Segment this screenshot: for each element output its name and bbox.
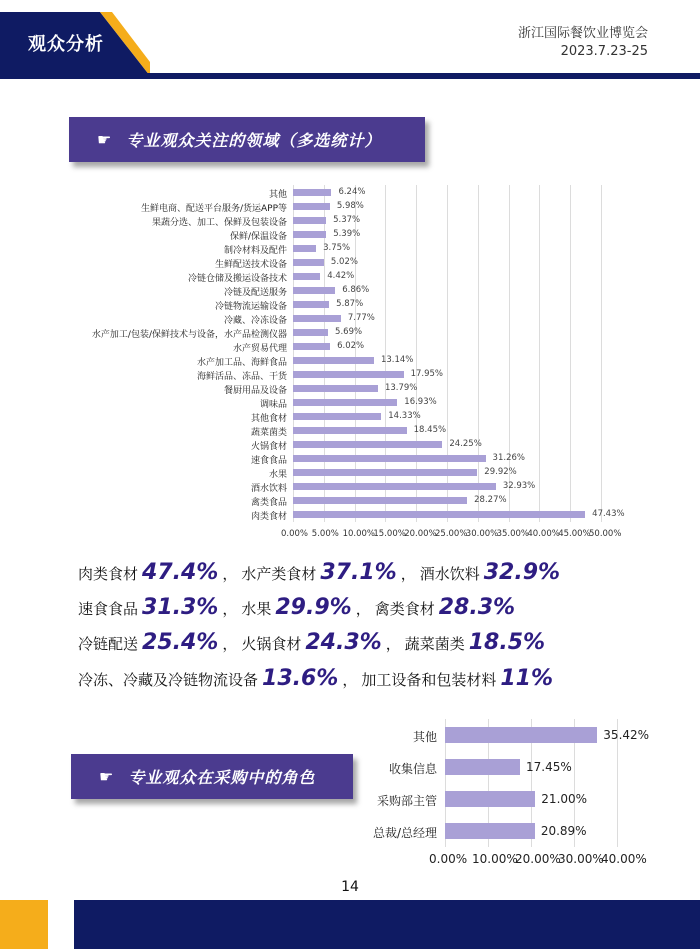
summary-value: 25.4%: [142, 630, 219, 655]
bar: [293, 483, 496, 490]
category-label: 速食食品: [250, 456, 287, 467]
summary-label: 酒水饮料: [419, 565, 480, 583]
summary-label: 蔬菜菌类: [404, 635, 465, 653]
gridline: [601, 185, 602, 522]
category-label: 酒水饮料: [250, 484, 287, 495]
bar: [293, 189, 331, 196]
bar: [445, 823, 535, 839]
category-label: 肉类食材: [250, 512, 287, 523]
summary-label: 速食食品: [78, 600, 139, 618]
data-label: 24.25%: [449, 439, 482, 450]
summary-label: 禽类食材: [374, 600, 435, 618]
category-label: 其他食材: [250, 414, 287, 425]
category-label: 总裁/总经理: [372, 826, 437, 840]
summary-separator: ，: [400, 565, 416, 583]
summary-value: 18.5%: [468, 630, 546, 655]
data-label: 6.24%: [338, 186, 366, 197]
summary-value: 32.9%: [483, 560, 561, 585]
summary-value: 13.6%: [262, 666, 339, 691]
data-label: 21.00%: [541, 792, 588, 806]
bar: [293, 231, 326, 238]
category-label: 采购部主管: [376, 794, 437, 808]
category-label: 蔬菜菌类: [250, 428, 287, 439]
bar: [293, 455, 486, 462]
bar: [293, 315, 341, 322]
pointing-hand-icon: ☛: [99, 767, 115, 786]
x-tick-label: 30.00%: [465, 529, 499, 539]
gridline: [539, 185, 540, 522]
data-label: 7.77%: [347, 312, 375, 323]
bar: [293, 441, 442, 448]
section-banner-role: [71, 754, 353, 799]
bar: [445, 759, 520, 775]
summary-value: 31.3%: [142, 595, 219, 620]
category-label: 保鲜/保温设备: [229, 231, 287, 242]
x-tick-label: 25.00%: [435, 529, 468, 539]
summary-separator: ，: [342, 671, 358, 689]
x-tick-label: 15.00%: [373, 529, 406, 539]
summary-separator: ，: [385, 635, 401, 653]
banner-title: 专业观众关注的领域（多选统计）: [126, 131, 382, 150]
summary-line-2: [78, 595, 515, 620]
x-tick-label: 40.00%: [527, 529, 560, 539]
x-tick-label: 5.00%: [311, 529, 339, 539]
category-label: 收集信息: [388, 762, 437, 776]
bar: [293, 469, 477, 476]
category-label: 生鲜电商、配送平台服务/货运APP等: [140, 203, 287, 214]
summary-value: 47.4%: [142, 560, 219, 585]
page-number: 14: [341, 879, 359, 895]
x-tick-label: 35.00%: [496, 529, 530, 539]
category-label: 制冷材料及配件: [223, 245, 287, 256]
x-tick-label: 40.00%: [601, 852, 647, 866]
x-tick-label: 0.00%: [429, 852, 468, 866]
x-tick-label: 50.00%: [589, 529, 622, 539]
summary-line-4: [78, 666, 553, 691]
bar: [293, 511, 585, 518]
data-label: 14.33%: [388, 411, 421, 422]
gridline: [570, 185, 571, 522]
data-label: 28.27%: [474, 495, 507, 506]
data-label: 32.93%: [502, 481, 536, 492]
bar: [445, 791, 535, 807]
category-label: 果蔬分选、加工、保鲜及包装设备: [151, 217, 287, 228]
category-label: 冷藏、冷冻设备: [223, 315, 287, 326]
bar: [293, 259, 324, 266]
banner-title: 专业观众在采购中的角色: [128, 768, 316, 787]
summary-label: 火锅食材: [241, 635, 302, 653]
data-label: 5.02%: [330, 256, 358, 267]
bar: [293, 343, 330, 350]
category-label: 水产加工/包装/保鲜技术与设备，水产品检测仪器: [91, 329, 287, 340]
category-label: 其他: [412, 730, 437, 744]
x-tick-label: 20.00%: [515, 852, 561, 866]
x-tick-label: 45.00%: [558, 529, 591, 539]
data-label: 18.45%: [413, 425, 447, 436]
data-label: 5.87%: [336, 298, 364, 309]
bar: [293, 385, 378, 392]
header-divider: [0, 73, 700, 79]
data-label: 5.37%: [333, 214, 361, 225]
pointing-hand-icon: ☛: [97, 130, 113, 149]
x-tick-label: 0.00%: [281, 529, 309, 539]
bar: [293, 413, 381, 420]
data-label: 5.39%: [333, 228, 361, 239]
summary-separator: ，: [222, 565, 238, 583]
data-label: 6.86%: [342, 284, 370, 295]
data-label: 17.95%: [410, 369, 443, 380]
bar: [293, 287, 335, 294]
x-tick-label: 20.00%: [404, 529, 437, 539]
summary-line-1: [78, 560, 560, 585]
category-label: 生鲜配送技术设备: [214, 259, 287, 270]
category-label: 水产贸易代理: [232, 343, 287, 354]
bar: [293, 245, 316, 252]
data-label: 35.42%: [603, 728, 650, 742]
gridline: [478, 185, 479, 522]
data-label: 20.89%: [540, 824, 587, 838]
data-label: 5.98%: [336, 200, 364, 211]
section-title: 观众分析: [28, 34, 104, 55]
data-label: 6.02%: [337, 340, 365, 351]
data-label: 16.93%: [404, 397, 437, 408]
bar: [293, 371, 404, 378]
summary-value: 28.3%: [438, 595, 516, 620]
footer-bar: [74, 900, 700, 949]
summary-label: 水果: [241, 600, 272, 618]
bar: [293, 273, 320, 280]
category-label: 冷链物流运输设备: [214, 301, 287, 312]
category-label: 禽类食品: [250, 498, 287, 509]
data-label: 17.45%: [526, 760, 572, 774]
category-label: 冷链及配送服务: [223, 287, 287, 298]
summary-value: 24.3%: [305, 630, 382, 655]
bar: [293, 357, 374, 364]
data-label: 13.14%: [380, 355, 414, 366]
bar: [293, 203, 330, 210]
category-label: 调味品: [259, 400, 287, 411]
bar: [293, 399, 397, 406]
data-label: 4.42%: [327, 270, 355, 281]
category-label: 其他: [268, 189, 287, 200]
bar: [293, 217, 326, 224]
summary-value: 29.9%: [275, 595, 352, 620]
summary-label: 肉类食材: [78, 565, 139, 583]
category-label: 火锅食材: [250, 442, 287, 453]
data-label: 5.69%: [335, 326, 363, 337]
summary-separator: ，: [222, 635, 238, 653]
data-label: 47.43%: [592, 509, 625, 520]
summary-value: 37.1%: [320, 560, 397, 585]
section-banner-focus: [69, 117, 425, 162]
data-label: 29.92%: [484, 467, 517, 478]
expo-date: 2023.7.23-25: [560, 44, 648, 59]
category-label: 水产加工品、海鲜食品: [196, 358, 287, 369]
summary-label: 水产类食材: [241, 565, 317, 583]
data-label: 3.75%: [323, 242, 351, 253]
x-tick-label: 10.00%: [342, 529, 376, 539]
summary-label: 冷冻、冷藏及冷链物流设备: [78, 671, 259, 689]
category-label: 水果: [268, 470, 287, 481]
summary-separator: ，: [355, 600, 371, 618]
bar: [293, 301, 329, 308]
category-label: 餐厨用品及设备: [223, 386, 287, 397]
summary-separator: ，: [222, 600, 238, 618]
data-label: 31.26%: [492, 453, 525, 464]
x-tick-label: 10.00%: [472, 852, 518, 866]
bar: [293, 427, 407, 434]
summary-line-3: [78, 630, 545, 655]
bar: [293, 497, 467, 504]
category-label: 海鲜活品、冻品、干货: [196, 372, 287, 383]
bar: [445, 727, 597, 743]
summary-value: 11%: [500, 666, 554, 691]
expo-name: 浙江国际餐饮业博览会: [517, 26, 648, 41]
summary-label: 冷链配送: [78, 635, 139, 653]
x-tick-label: 30.00%: [558, 852, 604, 866]
footer-accent-block: [0, 900, 48, 949]
category-label: 冷链仓储及搬运设备技术: [187, 273, 287, 284]
summary-label: 加工设备和包装材料: [361, 671, 497, 689]
bar: [293, 329, 328, 336]
data-label: 13.79%: [384, 383, 418, 394]
